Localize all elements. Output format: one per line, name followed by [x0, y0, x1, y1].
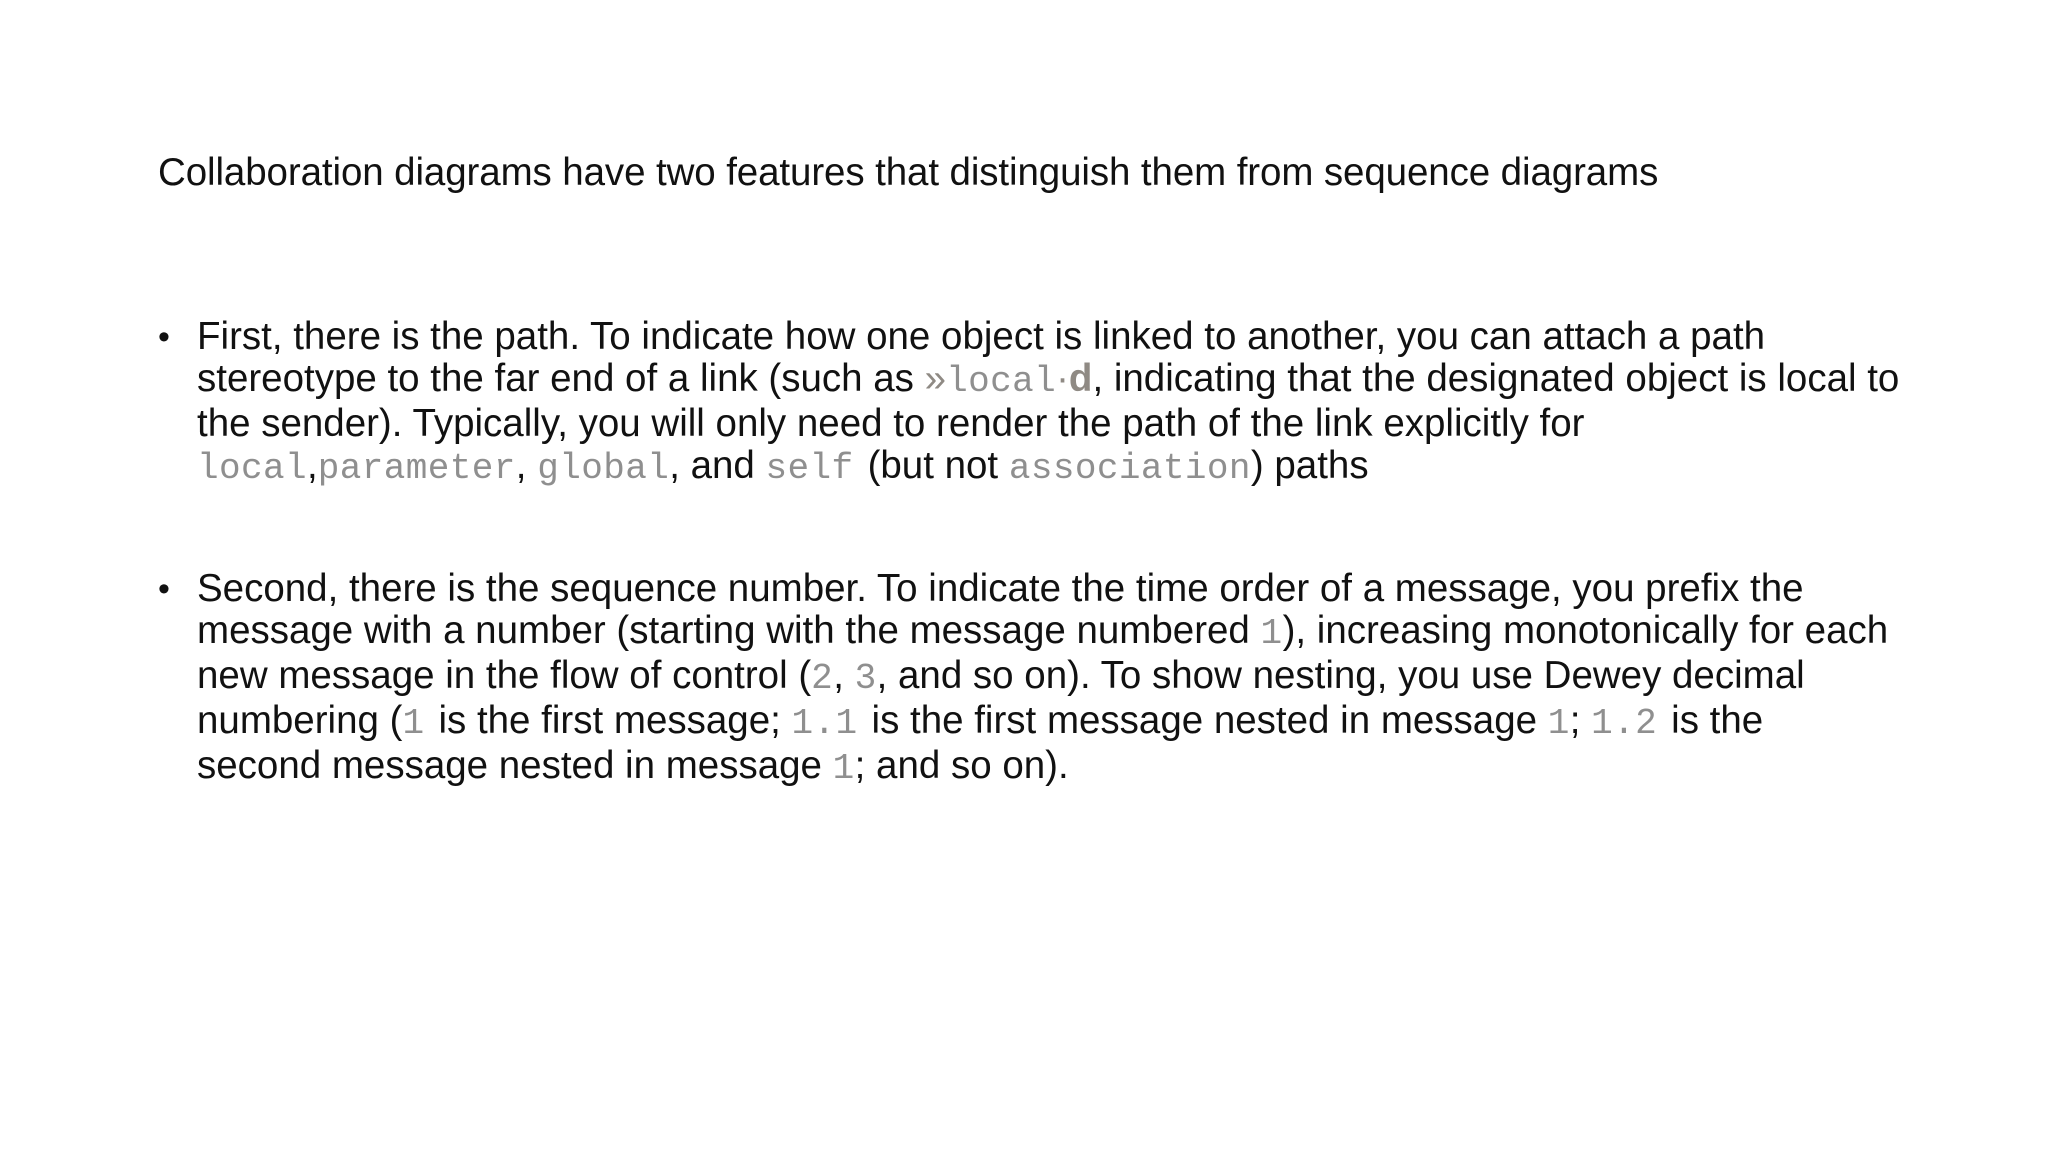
code-number: 1.1 — [791, 703, 858, 744]
text-segment: , indicating that the designated object is local to — [1092, 357, 1900, 400]
text-segment: new message in the flow of control ( — [197, 654, 812, 697]
bullet-path — [158, 316, 1928, 490]
text-segment: ; and so on). — [854, 744, 1069, 787]
code-number: 1 — [402, 703, 425, 744]
bullet-sequence-line-2 — [197, 610, 1928, 655]
code-global: global — [537, 448, 670, 489]
bullet-sequence-number — [158, 568, 1928, 790]
code-parameter: parameter — [317, 448, 516, 489]
text-segment: , and so on). To show nesting, you use Dewey decimal — [876, 654, 1805, 697]
bullet-sequence-line-4 — [197, 700, 1928, 745]
code-number: 1.2 — [1591, 703, 1658, 744]
text-segment: , — [833, 654, 855, 697]
code-number: 1 — [832, 748, 855, 789]
bullet-sequence-line-5 — [197, 745, 1928, 790]
bullet-marker: • — [158, 570, 170, 608]
code-association: association — [1008, 448, 1251, 489]
text-segment: is the first message nested in message — [871, 699, 1548, 742]
code-self: self — [765, 448, 854, 489]
bullet-sequence-text — [197, 568, 1928, 790]
bullet-sequence-line-3 — [197, 655, 1928, 700]
text-segment: message with a number (starting with the message numbered — [197, 609, 1261, 652]
code-number: 1 — [1547, 703, 1570, 744]
text-segment: , — [515, 444, 538, 487]
text-segment: second message nested in message — [197, 744, 833, 787]
guillemet-open: » — [924, 357, 947, 400]
bullet-path-text — [197, 316, 1928, 490]
code-number: 1 — [1260, 613, 1283, 654]
code-local: local — [946, 361, 1057, 402]
text-segment: ; — [1569, 699, 1592, 742]
slide-title: Collaboration diagrams have two features that distinguish them from sequence diagrams — [158, 151, 1659, 194]
text-segment: stereotype to the far end of a link (such as — [197, 357, 925, 400]
bullet-path-line-4 — [197, 445, 1928, 490]
text-segment: , and — [669, 444, 766, 487]
text-segment: ) paths — [1250, 444, 1369, 487]
text-segment: is the first message; — [438, 699, 792, 742]
bullet-path-line-3: the sender). Typically, you will only need to render the path of the link explicitly for — [197, 402, 1585, 445]
text-segment: ), increasing monotonically for each — [1282, 609, 1889, 652]
bullet-path-line-1: First, there is the path. To indicate how one object is linked to another, you can attach a path — [197, 315, 1766, 358]
bullet-path-line-2 — [197, 358, 1928, 403]
bullet-marker: • — [158, 318, 170, 356]
bullet-sequence-line-1: Second, there is the sequence number. To indicate the time order of a message, you prefix the — [197, 567, 1804, 610]
dot-separator: · — [1056, 357, 1069, 400]
text-segment: , — [307, 444, 318, 487]
code-number: 3 — [854, 658, 877, 699]
text-segment: (but not — [867, 444, 1009, 487]
guillemet-close: d — [1068, 357, 1093, 400]
code-number: 2 — [811, 658, 834, 699]
text-segment: is the — [1671, 699, 1764, 742]
text-segment: numbering ( — [197, 699, 403, 742]
code-local: local — [197, 448, 308, 489]
